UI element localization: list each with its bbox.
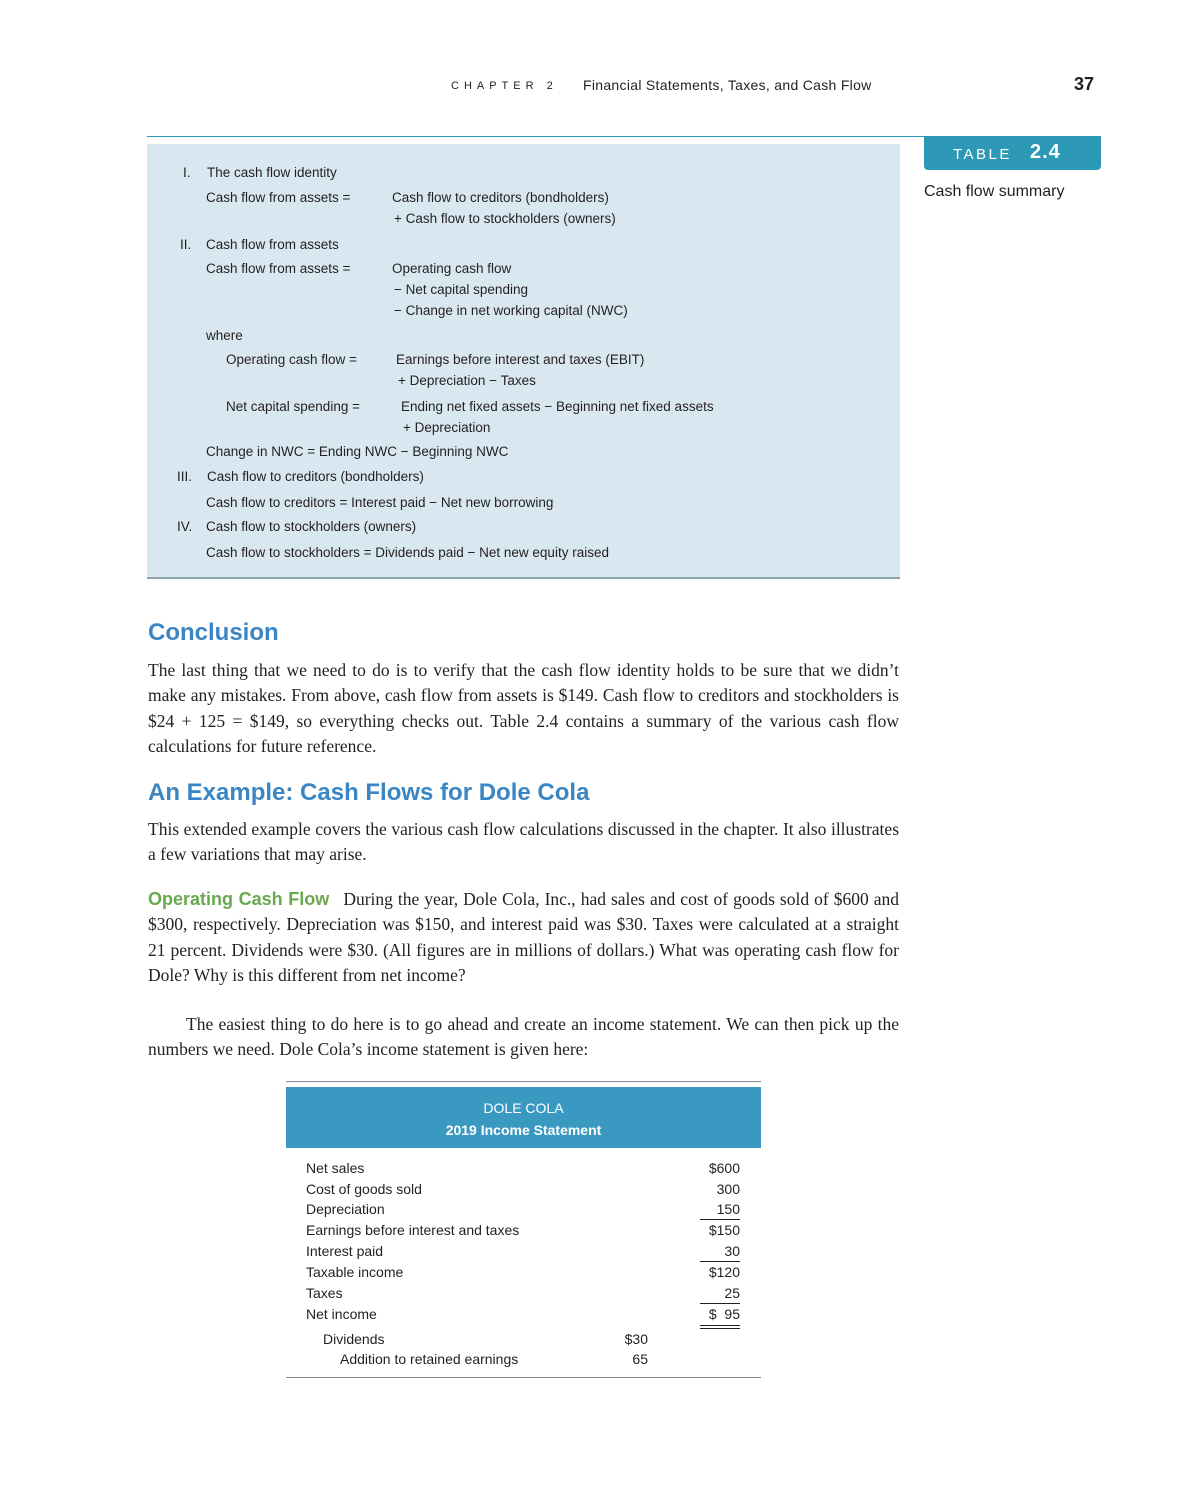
summary-section-number: II. xyxy=(180,237,192,252)
operating-cash-flow-run-in-heading: Operating Cash Flow xyxy=(148,889,330,909)
summary-equation: Change in NWC = Ending NWC − Beginning NWC xyxy=(206,444,509,459)
summary-section-title: Cash flow from assets xyxy=(206,237,339,252)
income-statement-row-value: 30 xyxy=(724,1243,740,1259)
income-statement-row-label: Taxable income xyxy=(306,1264,404,1280)
table-word: TABLE xyxy=(953,146,1012,163)
summary-equation-rhs: + Depreciation xyxy=(403,420,491,435)
summary-section-title: The cash flow identity xyxy=(207,165,337,180)
income-statement-row-value: $600 xyxy=(708,1160,740,1176)
retained-earnings-value: 65 xyxy=(632,1351,648,1367)
summary-equation-rhs: − Change in net working capital (NWC) xyxy=(394,303,628,318)
income-statement-row-value: 150 xyxy=(716,1201,740,1217)
subtotal-underline xyxy=(700,1303,740,1304)
income-statement-row-label: Net income xyxy=(306,1306,377,1322)
dividends-label: Dividends xyxy=(323,1331,385,1347)
income-statement-title: 2019 Income Statement xyxy=(445,1122,602,1138)
subtotal-underline xyxy=(700,1219,740,1220)
retained-earnings-label: Addition to retained earnings xyxy=(340,1351,519,1367)
summary-section-number: I. xyxy=(183,165,191,180)
dividends-value: $30 xyxy=(624,1331,648,1347)
table-number: 2.4 xyxy=(1030,141,1061,163)
income-statement-row-value: 25 xyxy=(724,1285,740,1301)
summary-equation-rhs: Ending net fixed assets − Beginning net fixed assets xyxy=(401,399,714,414)
income-statement-row-value: $150 xyxy=(708,1222,740,1238)
summary-equation-rhs: Operating cash flow xyxy=(392,261,512,276)
summary-equation: Cash flow to creditors = Interest paid − Net new borrowing xyxy=(206,495,554,510)
conclusion-heading: Conclusion xyxy=(148,619,279,646)
income-statement-row-value: 300 xyxy=(716,1181,740,1197)
total-double-underline xyxy=(700,1325,740,1326)
income-statement-intro-paragraph: The easiest thing to do here is to go ahead and create an income statement. We can then pick up the numbers we need. Dole Cola’s income statement is given here: xyxy=(148,1014,899,1060)
income-statement-row-value: $120 xyxy=(708,1264,740,1280)
summary-equation-rhs: + Depreciation − Taxes xyxy=(398,373,536,388)
table-label-tab xyxy=(924,137,1101,170)
summary-section-title: Cash flow to creditors (bondholders) xyxy=(207,469,424,484)
income-statement-row-label: Depreciation xyxy=(306,1201,385,1217)
table-caption: Cash flow summary xyxy=(924,183,1065,200)
summary-equation-rhs: Cash flow to creditors (bondholders) xyxy=(392,190,609,205)
summary-equation-lhs: Cash flow from assets = xyxy=(206,261,351,276)
summary-equation-lhs: Net capital spending = xyxy=(226,399,360,414)
summary-equation-lhs: Operating cash flow = xyxy=(226,352,357,367)
chapter-title: Financial Statements, Taxes, and Cash Flow xyxy=(583,77,872,93)
income-statement-top-rule xyxy=(286,1081,761,1082)
income-statement-row-label: Taxes xyxy=(306,1285,343,1301)
summary-equation-lhs: Cash flow from assets = xyxy=(206,190,351,205)
income-statement-row-value: $ 95 xyxy=(708,1306,740,1322)
page-number: 37 xyxy=(1074,74,1095,94)
income-statement-header xyxy=(286,1087,761,1148)
example-intro-paragraph: This extended example covers the various cash flow calculations discussed in the chapter. It also illustrates a few variations that may arise. xyxy=(148,819,899,865)
income-statement-company: DOLE COLA xyxy=(483,1100,564,1116)
summary-equation-rhs: − Net capital spending xyxy=(394,282,528,297)
example-heading: An Example: Cash Flows for Dole Cola xyxy=(148,779,590,806)
chapter-label: CHAPTER 2 xyxy=(451,80,558,92)
income-statement-row-label: Earnings before interest and taxes xyxy=(306,1222,520,1238)
summary-where: where xyxy=(206,328,243,343)
income-statement-bottom-rule xyxy=(286,1377,761,1378)
operating-cash-flow-paragraph xyxy=(148,887,899,988)
summary-equation-rhs: Earnings before interest and taxes (EBIT) xyxy=(396,352,645,367)
operating-cash-flow-text: During the year, Dole Cola, Inc., had sales and cost of goods sold of $600 and $300, respectively. Depreciation was $150, and interest paid was $30. Taxes were calculated at a straight 21 percent. Dividends were $30. (All figures are in millions of dollars.) What was operating cash flow for Dole? Why is this different from net income? xyxy=(148,889,899,985)
summary-equation-rhs: + Cash flow to stockholders (owners) xyxy=(394,211,616,226)
summary-section-title: Cash flow to stockholders (owners) xyxy=(206,519,417,534)
total-double-underline xyxy=(700,1328,740,1329)
subtotal-underline xyxy=(700,1261,740,1262)
conclusion-paragraph: The last thing that we need to do is to verify that the cash flow identity holds to be sure that we didn’t make any mistakes. From above, cash flow from assets is $149. Cash flow to creditors and stockholders is $24 + 125 = $149, so everything checks out. Table 2.4 contains a summary of the various cash flow calculations for future reference. xyxy=(148,660,899,756)
income-statement-row-label: Net sales xyxy=(306,1160,365,1176)
summary-section-number: III. xyxy=(177,469,193,484)
summary-equation: Cash flow to stockholders = Dividends paid − Net new equity raised xyxy=(206,545,609,560)
income-statement-row-label: Interest paid xyxy=(306,1243,384,1259)
income-statement-row-label: Cost of goods sold xyxy=(306,1181,422,1197)
summary-section-number: IV. xyxy=(177,519,193,534)
